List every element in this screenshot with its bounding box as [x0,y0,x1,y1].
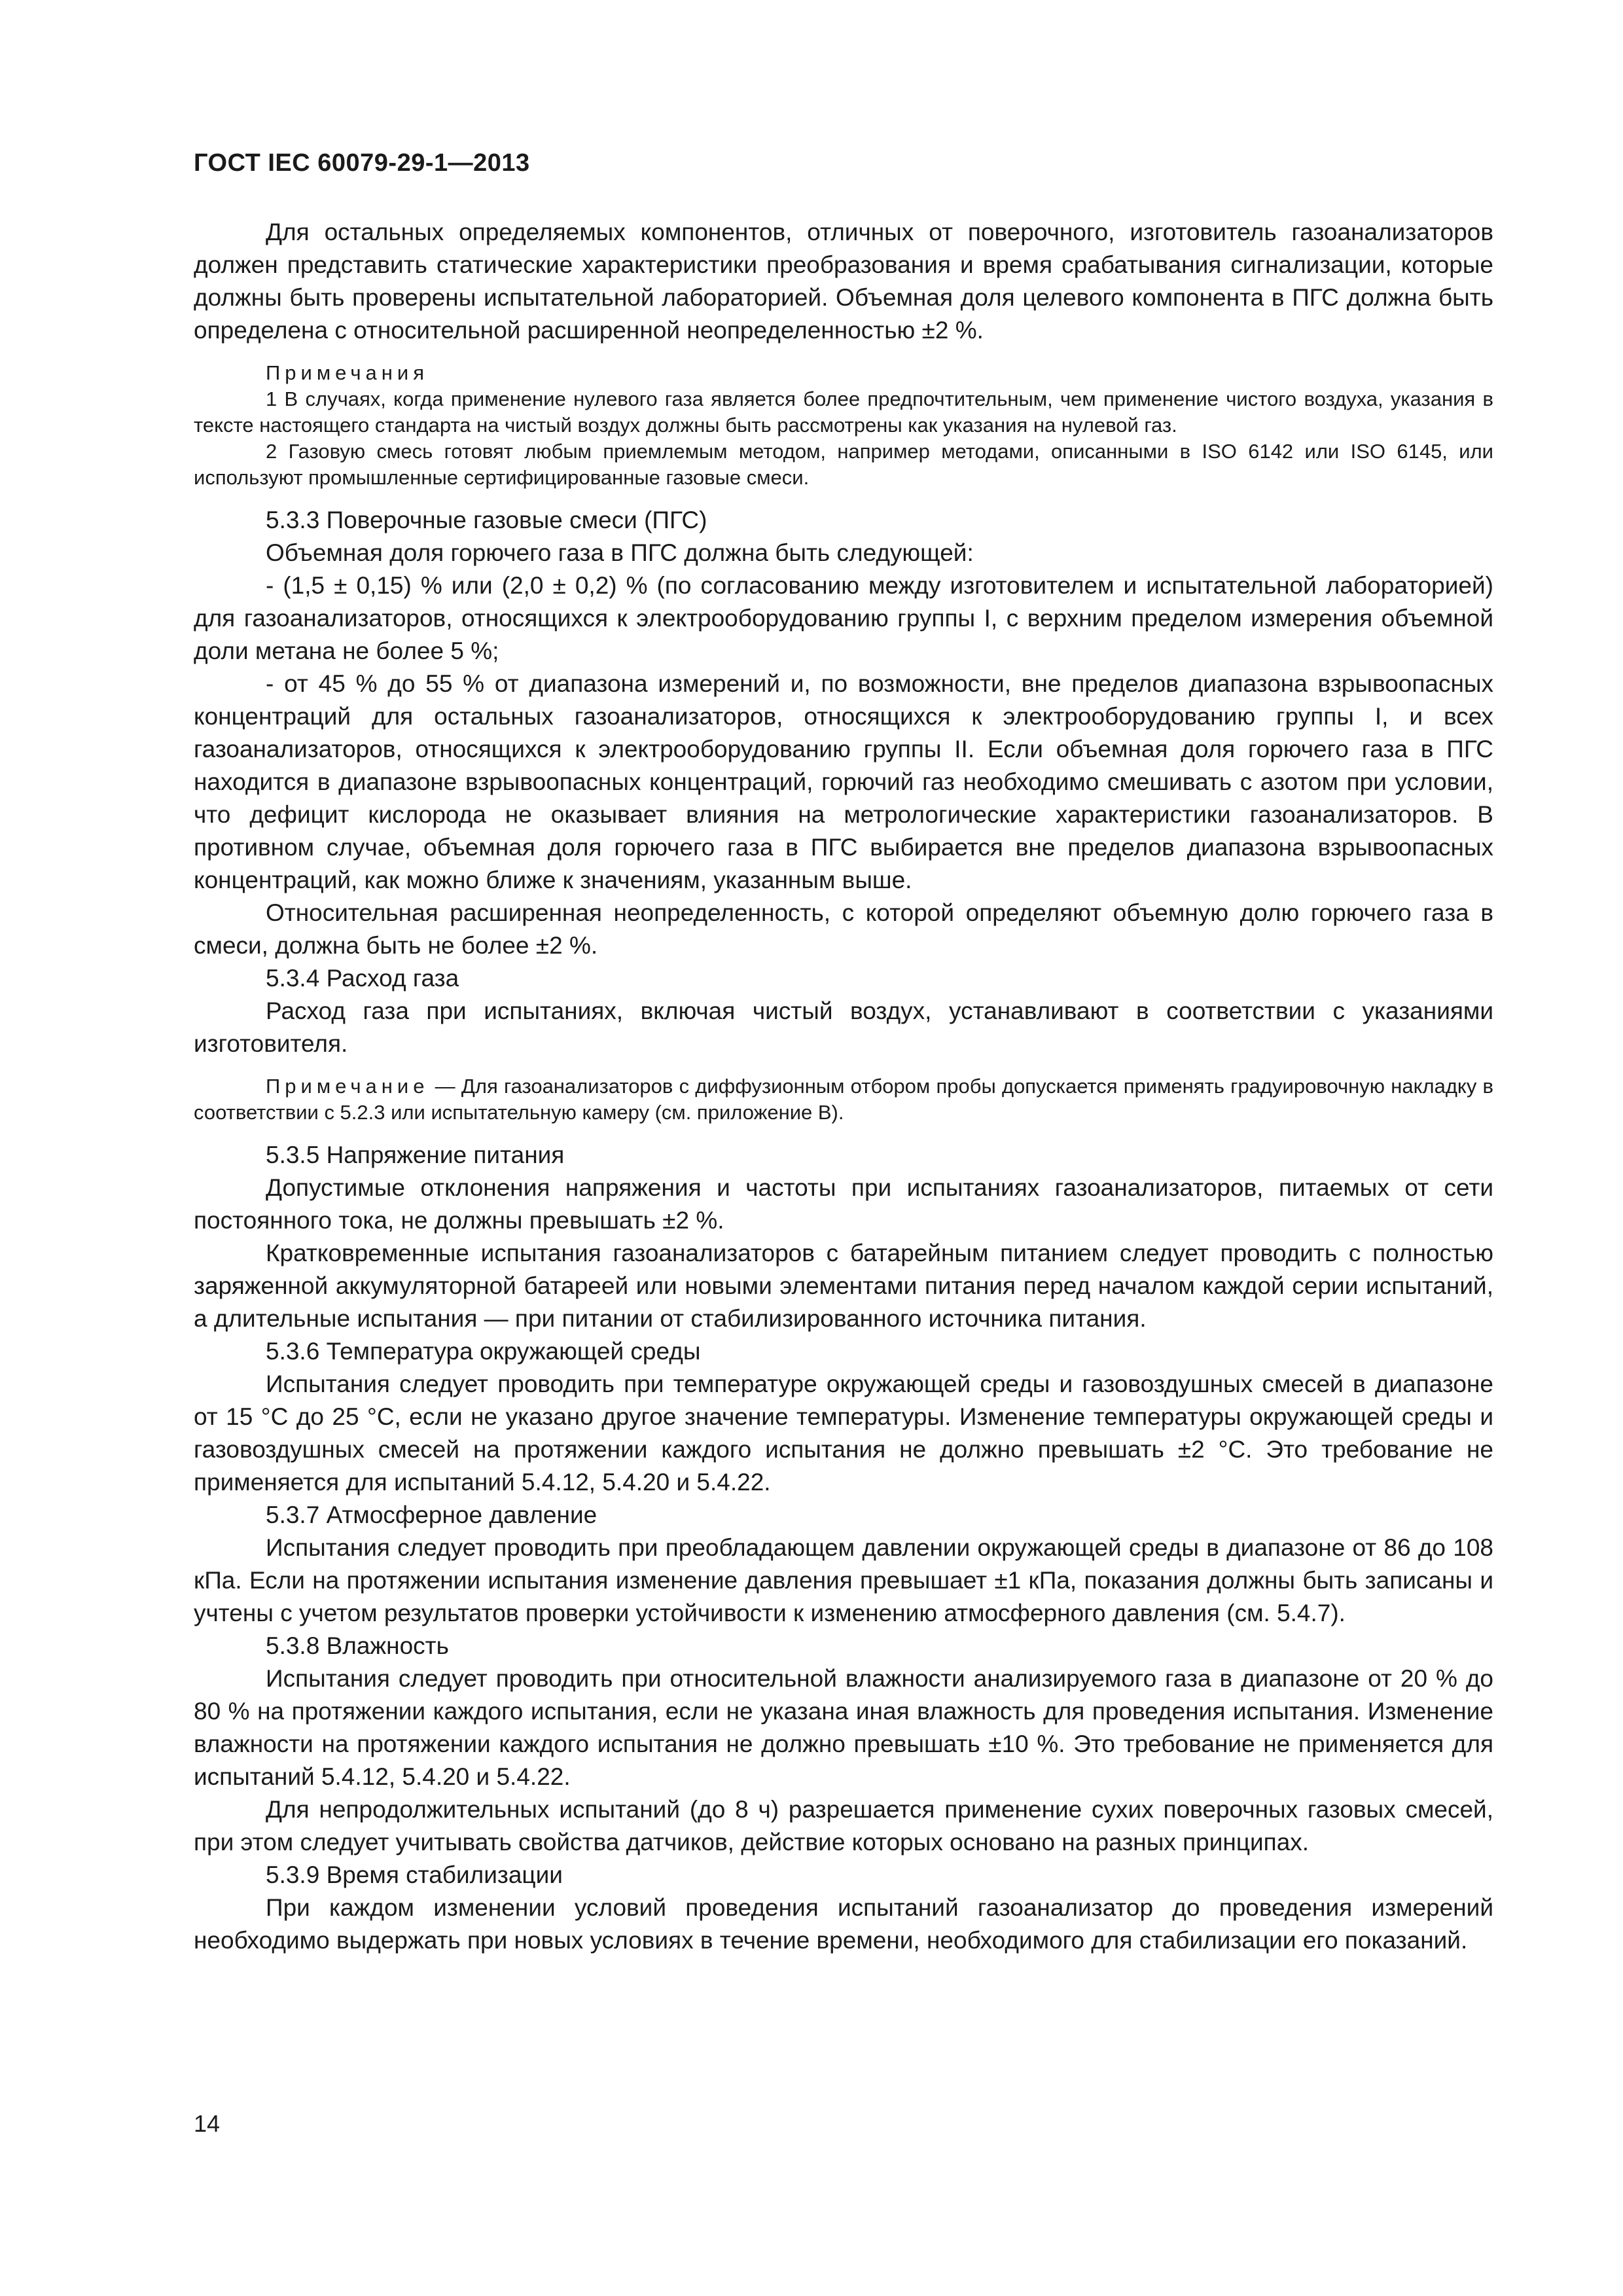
document-header: ГОСТ IEC 60079-29-1—2013 [194,149,530,177]
paragraph-5-3-8-a: Испытания следует проводить при относительной влажности анализируемого газа в диапазоне от 20 % до 80 % на протяжении каждого испытания, если не указана иная влажность для проведения испытания. Изменение влажности на протяжении каждого испытания не должно превышать ±10 %. Это требование не применяется для испытаний 5.4.12, 5.4.20 и 5.4.22. [194,1665,1493,1790]
paragraph-5-3-8-b: Для непродолжительных испытаний (до 8 ч) разрешается применение сухих поверочных газовых смесей, при этом следует учитывать свойства датчиков, действие которых основано на разных принципах. [194,1796,1493,1856]
paragraph-5-3-5-b: Кратковременные испытания газоанализаторов с батарейным питанием следует проводить с полностью заряженной аккумуляторной батареей или новыми элементами питания перед началом каждой серии испытаний, а длительные испытания — при питании от стабилизированного источника питания. [194,1240,1493,1332]
note-3-label: Примечание [266,1075,429,1098]
paragraph-5-3-9: При каждом изменении условий проведения испытаний газоанализатор до проведения измерений необходимо выдержать при новых условиях в течение времени, необходимого для стабилизации его показаний. [194,1894,1493,1954]
paragraph-5-3-5-a: Допустимые отклонения напряжения и частоты при испытаниях газоанализаторов, питаемых от сети постоянного тока, не должны превышать ±2 %. [194,1174,1493,1234]
section-heading-5-3-5: 5.3.5 Напряжение питания [266,1141,565,1168]
note-3-text: — Для газоанализаторов с диффузионным отбором пробы допускается применять градуировочную накладку в соответствии с 5.2.3 или испытательную камеру (см. приложение В). [194,1075,1493,1124]
paragraph-5-3-4: Расход газа при испытаниях, включая чистый воздух, устанавливают в соответствии с указаниями изготовителя. [194,997,1493,1057]
section-heading-5-3-3: 5.3.3 Поверочные газовые смеси (ПГС) [266,507,707,533]
note-1: 1 В случаях, когда применение нулевого газа является более предпочтительным, чем применение чистого воздуха, указания в тексте настоящего стандарта на чистый воздух должны быть рассмотрены как указания на нулевой газ. [194,387,1493,437]
paragraph-intro: Для остальных определяемых компонентов, отличных от поверочного, изготовитель газоанализаторов должен представить статические характеристики преобразования и время срабатывания сигнализации, которые должны быть проверены испытательной лабораторией. Объемная доля целевого компонента в ПГС должна быть определена с относительной расширенной неопределенностью ±2 %. [194,219,1493,344]
paragraph-5-3-7: Испытания следует проводить при преобладающем давлении окружающей среды в диапазоне от 86 до 108 кПа. Если на протяжении испытания изменение давления превышает ±1 кПа, показания должны быть записаны и учтены с учетом результатов проверки устойчивости к изменению атмосферного давления (см. 5.4.7). [194,1534,1493,1626]
document-body [194,216,1493,1957]
section-heading-5-3-7: 5.3.7 Атмосферное давление [266,1501,597,1528]
paragraph-5-3-6: Испытания следует проводить при температуре окружающей среды и газовоздушных смесей в диапазоне от 15 °С до 25 °С, если не указано другое значение температуры. Изменение температуры окружающей среды и газовоздушных смесей на протяжении каждого испытания не должно превышать ±2 °С. Это требование не применяется для испытаний 5.4.12, 5.4.20 и 5.4.22. [194,1371,1493,1496]
document-page [194,0,1493,2296]
section-heading-5-3-8: 5.3.8 Влажность [266,1632,449,1659]
paragraph-5-3-3-a: Объемная доля горючего газа в ПГС должна быть следующей: [266,539,974,566]
paragraph-5-3-3-b: - (1,5 ± 0,15) % или (2,0 ± 0,2) % (по согласованию между изготовителем и испытательной лабораторией) для газоанализаторов, относящихся к электрооборудованию группы I, с верхним пределом измерения объемной доли метана не более 5 %; [194,572,1493,664]
page-number: 14 [194,2110,221,2137]
paragraph-5-3-3-c: - от 45 % до 55 % от диапазона измерений и, по возможности, вне пределов диапазона взрывоопасных концентраций для остальных газоанализаторов, относящихся к электрооборудованию группы I, и всех газоанализаторов, относящихся к электрооборудованию группы II. Если объемная доля горючего газа в ПГС находится в диапазоне взрывоопасных концентраций, горючий газ необходимо смешивать с азотом при условии, что дефицит кислорода не оказывает влияния на метрологические характеристики газоанализаторов. В противном случае, объемная доля горючего газа в ПГС выбирается вне пределов диапазона взрывоопасных концентраций, как можно ближе к значениям, указанным выше. [194,670,1493,893]
section-heading-5-3-9: 5.3.9 Время стабилизации [266,1861,563,1888]
notes-title: Примечания [266,361,429,384]
section-heading-5-3-4: 5.3.4 Расход газа [266,965,459,992]
note-3 [194,1073,1493,1126]
paragraph-5-3-3-d: Относительная расширенная неопределенность, с которой определяют объемную долю горючего газа в смеси, должна быть не более ±2 %. [194,899,1493,959]
section-heading-5-3-6: 5.3.6 Температура окружающей среды [266,1338,701,1365]
note-2: 2 Газовую смесь готовят любым приемлемым методом, например методами, описанными в ISO 6142 или ISO 6145, или используют промышленные сертифицированные газовые смеси. [194,440,1493,489]
